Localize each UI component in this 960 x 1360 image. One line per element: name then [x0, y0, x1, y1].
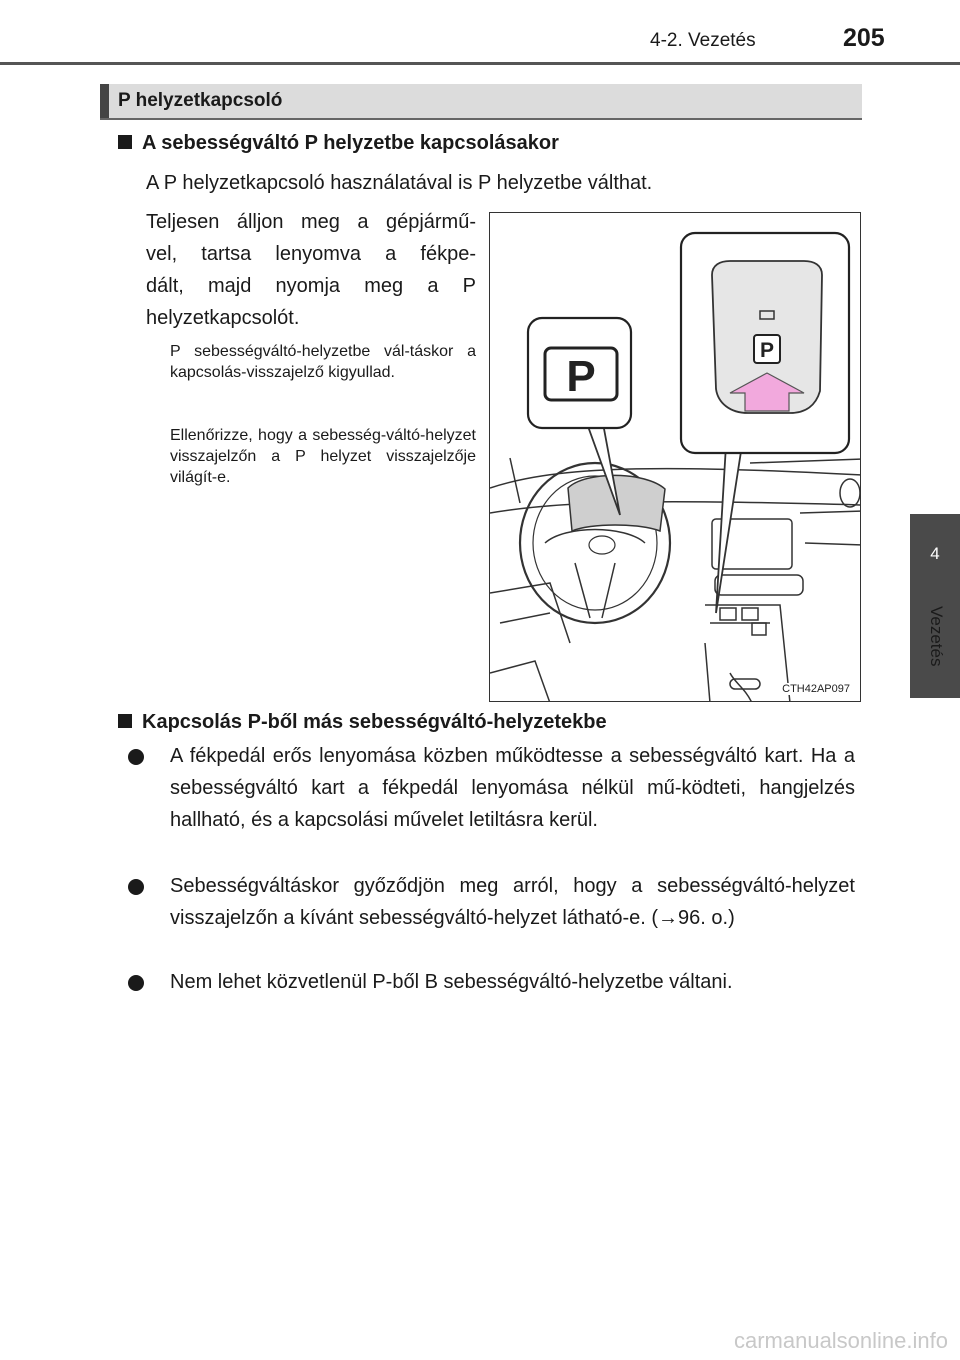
bullet-item: [128, 966, 855, 998]
running-header-section: 4-2. Vezetés: [650, 30, 756, 51]
chapter-tab-label-wrap: [916, 606, 956, 686]
bullet-text: A fékpedál erős lenyomása közben működtesse a sebességváltó kart. Ha a sebességváltó kart a fékpedál lenyomása nélkül mű-ködteti, hangjelzés hallható, és a kapcsolási művelet letiltásra kerül.: [170, 745, 855, 831]
chapter-tab-number: 4: [930, 544, 940, 563]
watermark: carmanualsonline.info: [733, 1328, 948, 1353]
bullet-text: Sebességváltáskor győződjön meg arról, hogy a sebességváltó-helyzet visszajelzőn a kívánt sebességváltó-helyzet látható-e. (→96. o.): [170, 875, 855, 929]
note-check-position: Ellenőrizze, hogy a sebesség-váltó-helyzet visszajelzőn a P helyzet visszajelzője világít-e.: [170, 427, 476, 486]
round-bullet-icon: [128, 749, 144, 765]
figure-code: CTH42AP097: [782, 683, 850, 695]
section-title: P helyzetkapcsoló: [118, 90, 283, 111]
header-rule: [0, 62, 960, 65]
square-bullet-icon: [118, 714, 132, 728]
step-line: Teljesen álljon meg a gépjármű-: [146, 211, 476, 233]
p-switch-letter: P: [759, 339, 775, 362]
step-line: helyzetkapcsolót.: [146, 307, 300, 329]
subsection-heading-shift-from-p: Kapcsolás P-ből más sebességváltó-helyzetekbe: [118, 711, 607, 734]
step-line: dált, majd nyomja meg a P: [146, 275, 476, 297]
bullet-text: Nem lehet közvetlenül P-ből B sebességváltó-helyzetbe váltani.: [170, 971, 733, 993]
section-bar-accent: [100, 84, 109, 118]
dashboard-lines: [490, 458, 861, 702]
round-bullet-icon: [128, 879, 144, 895]
step-line: vel, tartsa lenyomva a fékpe-: [146, 243, 476, 265]
page-number: 205: [843, 24, 885, 52]
square-bullet-icon: [118, 135, 132, 149]
intro-text: A P helyzetkapcsoló használatával is P helyzetbe válthat.: [146, 172, 653, 194]
chapter-tab-label: Vezetés: [927, 606, 946, 667]
note-indicator: P sebességváltó-helyzetbe vál-táskor a kapcsolás-visszajelző kigyullad.: [170, 343, 476, 381]
subsection-heading-park: A sebességváltó P helyzetbe kapcsolásakor: [118, 132, 559, 155]
round-bullet-icon: [128, 975, 144, 991]
bullet-item: [128, 740, 855, 836]
section-title-bar: [100, 84, 862, 120]
callout-pointer-right: [716, 445, 742, 613]
figure-p-position-switch: [489, 212, 861, 702]
dashboard-illustration: [490, 213, 861, 702]
bullet-item: [128, 870, 855, 934]
p-indicator-letter: P: [566, 352, 596, 401]
